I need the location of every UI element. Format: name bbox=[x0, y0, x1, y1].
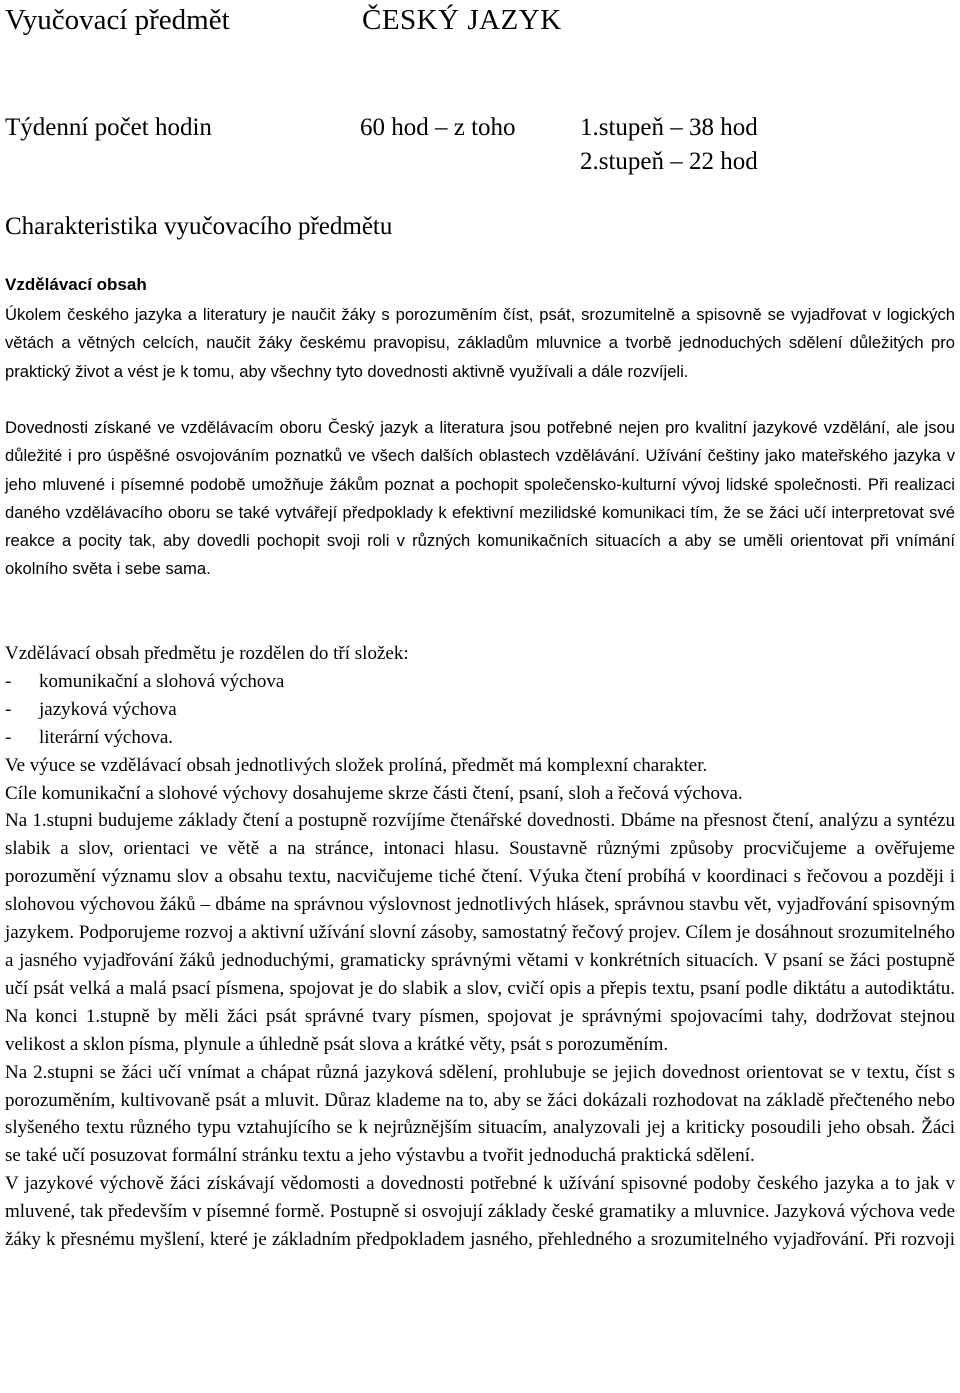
bullet-dash: - bbox=[5, 698, 12, 720]
weekly-hours-label: Týdenní počet hodin bbox=[5, 114, 212, 141]
subject-name: ČESKÝ JAZYK bbox=[362, 4, 562, 36]
list-item bbox=[5, 668, 955, 696]
stage-1-hours: 1.stupeň – 38 hod bbox=[580, 114, 758, 141]
paragraph-language-education: V jazykové výchově žáci získávají vědomosti a dovednosti potřebné k užívání spisovné podoby českého jazyka a to jak v mluvené, tak především v písemné formě. Postupně si osvojují základy české gramatiky a mluvnice. Jazyková výchova vede žáky k přesnému myšlení, které je základním předpokladem jasného, přehledného a srozumitelného vyjadřování. Při rozvoji bbox=[5, 1173, 955, 1251]
stage-2-hours: 2.stupeň – 22 hod bbox=[580, 148, 758, 175]
content-heading: Vzdělávací obsah bbox=[5, 275, 147, 294]
content-body bbox=[5, 640, 955, 1254]
title-row bbox=[5, 2, 955, 42]
paragraph-second-stage: Na 2.stupni se žáci učí vnímat a chápat různá jazyková sdělení, prohlubuje se jejich dovednost orientovat se v textu, číst s porozuměním, kultivovaně psát a mluvit. Důraz klademe na to, aby se žáci dokázali rozhodovat na základě přečteného nebo slyšeného textu různého typu vztahujícího se k nejrůznějším situacím, analyzovali jej a kriticky posoudili jeho obsah. Žáci se také učí posuzovat formální stránku textu a jeho výstavbu a tvořit jednoduchá praktická sdělení. bbox=[5, 1061, 955, 1167]
components-list bbox=[5, 668, 955, 752]
paragraph-goals: Cíle komunikační a slohové výchovy dosahujeme skrze části čtení, psaní, sloh a řečová výchova. bbox=[5, 782, 743, 804]
weekly-hours-total: 60 hod – z toho bbox=[360, 114, 516, 141]
component-label: jazyková výchova bbox=[39, 698, 177, 720]
component-label: literární výchova. bbox=[39, 726, 174, 748]
intro-paragraph-1: Úkolem českého jazyka a literatury je naučit žáky s porozuměním číst, psát, srozumitelně a spisovně se vyjadřovat v logických větách a větných celcích, naučit žáky českému pravopisu, základům mluvnice a tvorbě jednoduchých sdělení důležitých pro praktický život a vést je k tomu, aby všechny tyto dovednosti aktivně využívali a dále rozvíjeli. bbox=[5, 305, 955, 381]
paragraph-integration: Ve výuce se vzdělávací obsah jednotlivých složek prolíná, předmět má komplexní charakter. bbox=[5, 754, 708, 776]
bullet-dash: - bbox=[5, 670, 12, 692]
characteristic-heading: Charakteristika vyučovacího předmětu bbox=[5, 213, 393, 240]
bullet-dash: - bbox=[5, 726, 12, 748]
intro-paragraph-2: Dovednosti získané ve vzdělávacím oboru Český jazyk a literatura jsou potřebné nejen pro kvalitní jazykové vzdělání, ale jsou důležité i pro úspěšné osvojováním poznatků ve všech dalších oblastech vzdělávání. Užívání češtiny jako mateřského jazyka v jeho mluvené i písemné podobě umožňuje žákům poznat a pochopit společensko-kulturní vývoj lidské společnosti. Při realizaci daného vzdělávacího oboru se také vytvářejí předpoklady k efektivní mezilidské komunikaci tím, že se žáci učí interpretovat své reakce a pocity tak, aby dovedli pochopit svoji roli v různých komunikačních situacích a aby se uměli orientovat při vnímání okolního světa i sebe sama. bbox=[5, 418, 955, 579]
subject-label: Vyučovací předmět bbox=[5, 4, 230, 36]
component-label: komunikační a slohová výchova bbox=[39, 670, 285, 692]
paragraph-first-stage: Na 1.stupni budujeme základy čtení a postupně rozvíjíme čtenářské dovednosti. Dbáme na přesnost čtení, analýzu a syntézu slabik a slov, orientaci ve větě a na stránce, intonaci hlasu. Soustavně různými způsoby procvičujeme a ověřujeme porozumění významu slov a obsahu textu, nacvičujeme tiché čtení. Výuka čtení probíhá v koordinaci s řečovou a později i slohovou výchovou žáků – dbáme na správnou výslovnost jednotlivých hlásek, správnou stavbu vět, vyjadřování spisovným jazykem. Podporujeme rozvoj a aktivní užívání slovní zásoby, samostatný řečový projev. Cílem je dosáhnout srozumitelného a jasného vyjadřování žáků jednoduchými, gramaticky správnými větami v konkrétních situacích. V psaní se žáci postupně učí psát velká a malá psací písmena, spojovat je do slabik a slov, cvičí opis a přepis textu, psaní podle diktátu a autodiktátu. Na konci 1.stupně by měli žáci psát správné tvary písmen, spojovat je správnými spojovacími tahy, dodržovat stejnou velikost a sklon písma, plynule a úhledně psát slova a krátké věty, psát s porozuměním. bbox=[5, 810, 955, 1055]
list-item bbox=[5, 724, 955, 752]
list-item bbox=[5, 696, 955, 724]
division-intro: Vzdělávací obsah předmětu je rozdělen do tří složek: bbox=[5, 643, 409, 664]
